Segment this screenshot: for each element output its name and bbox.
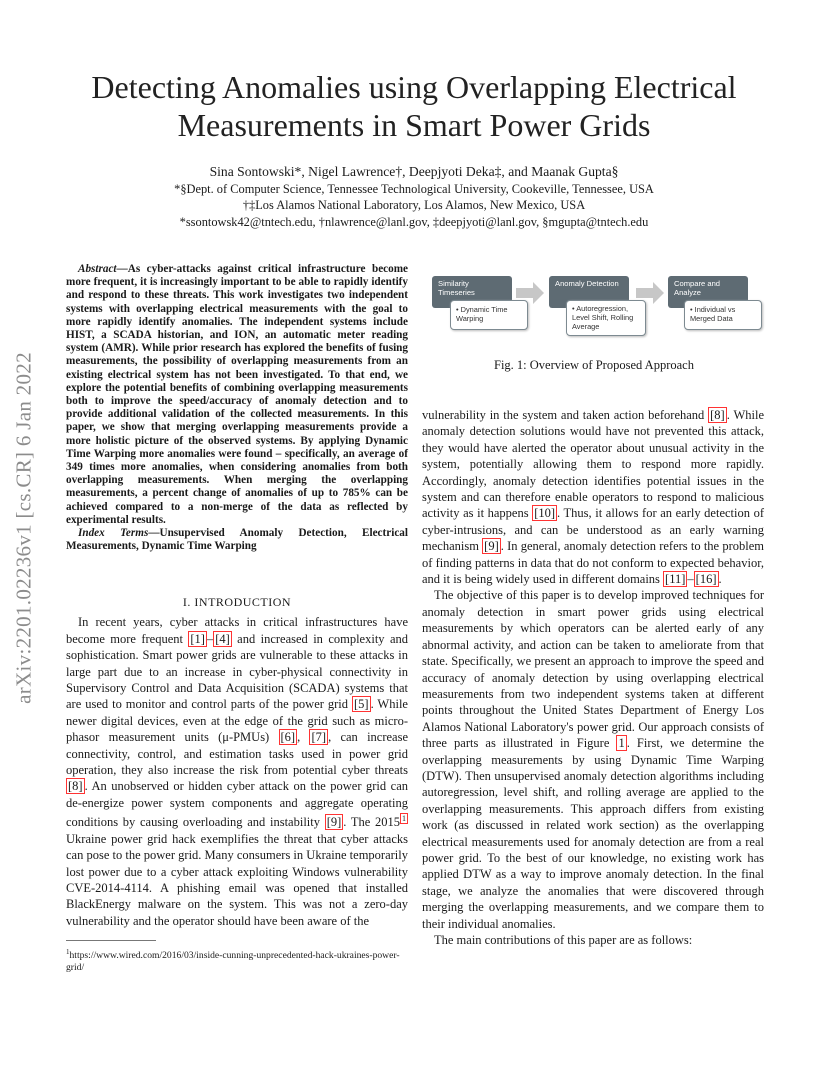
citation-link[interactable]: [11] (665, 572, 686, 587)
footnote-url[interactable]: https://www.wired.com/2016/03/inside-cunning-unprecedented-hack-ukraines-power-grid/ (66, 950, 400, 974)
right-column (422, 407, 764, 948)
figure-link[interactable]: 1 (618, 736, 625, 751)
author-list: Sina Sontowski*, Nigel Lawrence†, Deepjyoti Deka‡, and Maanak Gupta§ (209, 164, 619, 179)
intro-paragraph-2: The objective of this paper is to develop improved techniques for anomaly detection in smart power grids using electrical measurements by which operators can be alerted early of any abnormal activity, and action can be taken to ameliorate from that state. Specifically, we present an approach to improve the speed and accuracy of anomaly detection by using overlapping electrical measurements from two independent systems taken at different points throughout the United States Department of Energy Los Alamos National Laboratory's power grid. Our approach consists of three parts as illustrated in Figure 1 . First, we determine the overlapping measurements by using Dynamic Time Warping (DTW). Then unsupervised anomaly detection algorithms including autoregression, level shift, and rolling average are applied to the overlapping measurements. This approach differs from existing work (as discussed in related work section) as the overlapping electrical measurements used for anomaly detection are from a real power grid. To the best of our knowledge, no existing work has applied DTW as a way to improve anomaly detection. In the final stage, we analyze the anomalies that were discovered through merging the overlapping measurements, and we compare them to their individual anomalies. (422, 588, 764, 931)
figure-item-compare: • Individual vs Merged Data (684, 300, 762, 330)
citation-link[interactable]: [8] (68, 779, 83, 794)
figure-box-anomaly-detection: Anomaly Detection (549, 276, 629, 308)
author-emails: *ssontowsk42@tntech.edu, †nlawrence@lanl.gov, ‡deepjyoti@lanl.gov, §mgupta@tntech.edu (179, 215, 649, 229)
citation-link[interactable]: [5] (353, 697, 369, 712)
figure-item-dtw: • Dynamic Time Warping (450, 300, 528, 330)
figure-box-similarity: Similarity Timeseries (432, 276, 512, 308)
section-heading-introduction: I. INTRODUCTION (182, 595, 292, 609)
arrow-right-icon (516, 282, 546, 304)
abstract-label: Abstract (78, 263, 117, 275)
citation-link[interactable]: [9] (326, 815, 342, 830)
footnote-mark: 1 (66, 948, 70, 956)
affiliation-lanl: †‡Los Alamos National Laboratory, Los Alamos, New Mexico, USA (242, 198, 586, 212)
footnote-rule (66, 940, 156, 941)
figure-item-methods: • Autoregression, Level Shift, Rolling Average (566, 300, 646, 336)
arxiv-id: arXiv:2201.02236v1 [cs.CR] 6 Jan 2022 (11, 352, 36, 704)
citation-link[interactable]: [4] (215, 631, 230, 646)
intro-paragraph-3: The main contributions of this paper are as follows: (434, 933, 693, 947)
index-terms-label: Index Terms (78, 527, 149, 540)
arrow-right-icon (636, 282, 666, 304)
citation-link[interactable]: [8] (710, 408, 725, 422)
footnote-link[interactable]: 1 (402, 814, 406, 824)
left-column (66, 588, 408, 929)
index-terms-text: —Unsupervised Anomaly Detection, Electrical Measurements, Dynamic Time Warping (66, 527, 408, 553)
abstract-text: —As cyber-attacks against critical infrastructure become more frequent, it is increasingly important to be able to rapidly identify and respond to these threats. This work investigates two independent systems with overlapping electrical measurements with the goal to more rapidly identify anomalies. The independent systems include HIST, a SCADA historian, and ION, an automatic meter reading system (AMR). While prior research has explored the benefits of fusing measurements, the possibility of overlapping measurements from an existing electrical system has not been investigated. To that end, we explore the potential benefits of combining overlapping measurements both to improve the speed/accuracy of anomaly detection and to provide additional validation of the collected measurements. In this paper, we show that merging overlapping measurements provide a more holistic picture of the observed systems. By applying Dynamic Time Warping more anomalies were found – specifically, an average of 349 times more anomalies, when considering anomalies from both overlapping measurements. When merging the overlapping measurements, a percent change of anomalies of up to 785% can be achieved compared to a non-merge of the data as reflected by experimental results. (66, 263, 408, 526)
citation-link[interactable]: [16] (695, 572, 717, 587)
figure-caption: Fig. 1: Overview of Proposed Approach (494, 358, 694, 372)
citation-link[interactable]: [9] (484, 539, 499, 554)
affiliation-tntech: *§Dept. of Computer Science, Tennessee Technological University, Cookeville, Tennessee, USA (174, 182, 654, 196)
footnote (66, 946, 408, 974)
arxiv-stamp (0, 298, 48, 758)
citation-link[interactable]: [10] (534, 506, 556, 521)
intro-paragraph-1-cont: vulnerability in the system and taken action beforehand [8] . While anomaly detection solutions would have not prevented this attack, they would have alerted the operator about unusual activity in the system, potentially allowing them to respond more rapidly. Accordingly, anomaly detection identifies potential issues in the system and can therefore enable operators to respond to malicious activity as it happens [10] . Thus, it allows for an early detection of cyber-intrusions, and can be understood as an early warning mechanism [9] . In general, anomaly detection refers to the problem of finding patterns in data that do not conform to expected behavior, and it is being widely used in different domains [11] – [16] . (422, 408, 764, 587)
figure-box-compare: Compare and Analyze (668, 276, 748, 308)
abstract (66, 263, 408, 553)
citation-link[interactable]: [1] (190, 631, 205, 646)
citation-link[interactable]: [7] (311, 730, 327, 745)
citation-link[interactable]: [6] (280, 730, 296, 745)
figure-overview (424, 270, 764, 350)
paper-title: Detecting Anomalies using Overlapping Electrical Measurements in Smart Power Grids (91, 69, 737, 143)
intro-paragraph-1: In recent years, cyber attacks in critical infrastructures have become more frequent [1] – [4] and increased in complexity and sophistication. Smart power grids are vulnerable to these attacks in large part due to an increase in cyber-physical connectivity in Supervisory Control and Data Acquisition (SCADA) systems that are used to monitor and control parts of the power grid [5] . While newer digital devices, even at the edge of the grid such as micro-phasor measurement units (μ-PMUs) [6] , [7] , can increase connectivity, control, and estimation tasks used in power grid operation, they also increase the risk from potential cyber threats [8] . An unobserved or hidden cyber attack on the power grid can de-energize power system components and aggregate operating conditions by causing overloading and instability [9] . The 2015 $^1$ Ukraine power grid hack exemplifies the threat that cyber attacks can pose to the power grid. Many consumers in Ukraine temporarily lost power due to a cyber attack exploiting Windows vulnerability CVE-2014-4114. A phishing email was opened that installed BlackEnergy malware on the system. This was not a zero-day vulnerability and the operator should have been aware of the (66, 615, 409, 928)
